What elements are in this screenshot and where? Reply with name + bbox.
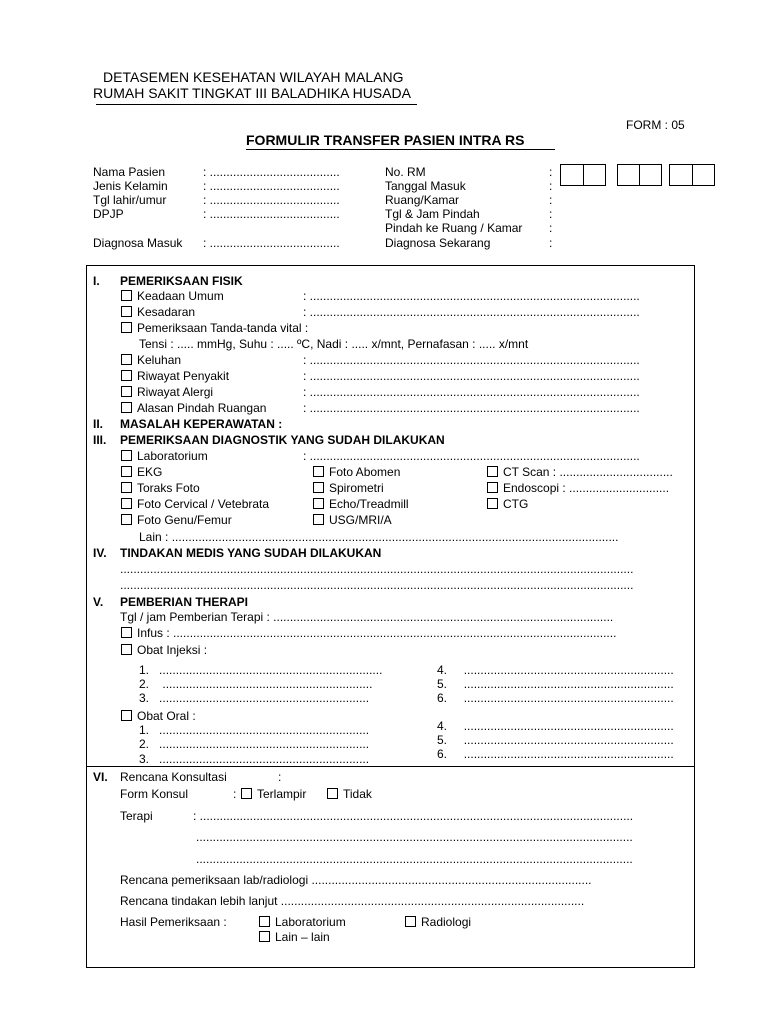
ekg-checkbox[interactable] bbox=[121, 466, 132, 477]
attached-option: Terlampir bbox=[241, 787, 306, 801]
other-diagnostic-field[interactable]: Lain : ...................................................................................................................................... bbox=[139, 530, 619, 544]
thorax-photo-item: Toraks Foto bbox=[121, 481, 200, 495]
spirometry-item: Spirometri bbox=[313, 481, 384, 495]
medical-action-line-1[interactable]: .......................................................................................................................................................... bbox=[120, 562, 634, 576]
section-5-title: PEMBERIAN THERAPI bbox=[120, 595, 249, 609]
injection-row-6[interactable]: 6. ............................................................... bbox=[437, 691, 674, 705]
therapy-line-1[interactable]: : .................................................................................................................................. bbox=[193, 809, 634, 823]
injection-item: Obat Injeksi : bbox=[121, 643, 207, 657]
disease-history-item: Riwayat Penyakit bbox=[121, 369, 229, 383]
consultation-plan-label: Rencana Konsultasi bbox=[120, 770, 227, 784]
oral-row-6[interactable]: 6. ............................................................... bbox=[437, 747, 674, 761]
allergy-history-field[interactable]: : ................................................................................................... bbox=[303, 385, 640, 399]
birthdate-label: Tgl lahir/umur bbox=[93, 193, 167, 207]
laboratory-checkbox[interactable] bbox=[121, 450, 132, 461]
vital-signs-field[interactable]: Tensi : ..... mmHg, Suhu : ..... ºC, Nadi : ..... x/mnt, Pernafasan : ..... x/mnt bbox=[139, 337, 529, 351]
oral-medicine-item: Obat Oral : bbox=[121, 709, 196, 723]
oral-row-3[interactable]: 3. ............................................................... bbox=[139, 752, 370, 766]
injection-row-4[interactable]: 4. ............................................................... bbox=[437, 663, 674, 677]
general-condition-checkbox[interactable] bbox=[121, 290, 132, 301]
ctg-item: CTG bbox=[487, 497, 528, 511]
gender-field[interactable]: : ....................................... bbox=[203, 179, 340, 193]
admission-diagnosis-field[interactable]: : ....................................... bbox=[203, 236, 340, 250]
room-label: Ruang/Kamar bbox=[385, 193, 460, 207]
admission-diagnosis-label: Diagnosa Masuk bbox=[93, 236, 183, 250]
injection-row-2[interactable]: 2. ............................................................... bbox=[139, 677, 373, 691]
genu-femur-photo-item: Foto Genu/Femur bbox=[121, 513, 232, 527]
lab-radiology-plan-field[interactable]: Rencana pemeriksaan lab/radiologi .................................................................................... bbox=[120, 873, 592, 887]
section-6-number: VI. bbox=[93, 770, 108, 784]
oral-row-1[interactable]: 1. ............................................................... bbox=[139, 723, 370, 737]
complaint-item: Keluhan bbox=[121, 353, 181, 367]
medical-record-label: No. RM bbox=[385, 165, 426, 179]
laboratory-field[interactable]: : ................................................................................................... bbox=[303, 449, 640, 463]
attached-checkbox[interactable] bbox=[241, 788, 252, 799]
endoscopy-checkbox[interactable] bbox=[487, 482, 498, 493]
birthdate-field[interactable]: : ....................................... bbox=[203, 193, 340, 207]
result-other-checkbox[interactable] bbox=[259, 931, 270, 942]
allergy-history-item: Riwayat Alergi bbox=[121, 385, 213, 399]
result-other-option: Lain – lain bbox=[259, 930, 330, 944]
vital-signs-checkbox[interactable] bbox=[121, 322, 132, 333]
complaint-field[interactable]: : ................................................................................................... bbox=[303, 353, 640, 367]
injection-row-1[interactable]: 1. ................................................................... bbox=[139, 663, 383, 677]
section-1-title: PEMERIKSAAN FISIK bbox=[120, 274, 243, 288]
thorax-photo-checkbox[interactable] bbox=[121, 482, 132, 493]
consciousness-field[interactable]: : ................................................................................................... bbox=[303, 305, 640, 319]
therapy-line-2[interactable]: ................................................................................................................................... bbox=[196, 830, 633, 844]
section-1-number: I. bbox=[93, 274, 100, 288]
consult-form-label: Form Konsul bbox=[120, 787, 189, 801]
not-attached-checkbox[interactable] bbox=[327, 788, 338, 799]
current-diagnosis-label: Diagnosa Sekarang bbox=[385, 236, 491, 250]
section-4-title: TINDAKAN MEDIS YANG SUDAH DILAKUKAN bbox=[120, 546, 382, 560]
result-radiology-option: Radiologi bbox=[405, 915, 471, 929]
not-attached-option: Tidak bbox=[327, 787, 372, 801]
infusion-item: Infus : ..................................................................................................................................... bbox=[121, 626, 616, 640]
consciousness-checkbox[interactable] bbox=[121, 306, 132, 317]
result-laboratory-option: Laboratorium bbox=[259, 915, 346, 929]
endoscopy-item: Endoscopi : .............................. bbox=[487, 481, 669, 495]
dpjp-label: DPJP bbox=[93, 207, 124, 221]
section-5-number: V. bbox=[93, 595, 104, 609]
therapy-time-field[interactable]: Tgl / jam Pemberian Terapi : ...................................................................................................... bbox=[120, 610, 614, 624]
injection-row-5[interactable]: 5. ............................................................... bbox=[437, 677, 674, 691]
transfer-reason-field[interactable]: : ................................................................................................... bbox=[303, 401, 640, 415]
room-colon: : bbox=[549, 193, 553, 207]
institution-line1: DETASEMEN KESEHATAN WILAYAH MALANG bbox=[103, 69, 404, 85]
echo-treadmill-checkbox[interactable] bbox=[313, 498, 324, 509]
rm-box-group-2[interactable] bbox=[617, 164, 662, 186]
ctg-checkbox[interactable] bbox=[487, 498, 498, 509]
transfer-room-colon: : bbox=[549, 221, 553, 235]
abdomen-photo-checkbox[interactable] bbox=[313, 466, 324, 477]
consult-form-colon: : bbox=[233, 787, 237, 801]
result-radiology-checkbox[interactable] bbox=[405, 916, 416, 927]
infusion-checkbox[interactable] bbox=[121, 627, 132, 638]
ct-scan-checkbox[interactable] bbox=[487, 466, 498, 477]
gender-label: Jenis Kelamin bbox=[93, 179, 168, 193]
transfer-reason-checkbox[interactable] bbox=[121, 402, 132, 413]
usg-mri-item: USG/MRI/A bbox=[313, 513, 392, 527]
medical-action-line-2[interactable]: .......................................................................................................................................................... bbox=[120, 578, 634, 592]
abdomen-photo-item: Foto Abomen bbox=[313, 465, 400, 479]
general-condition-item: Keadaan Umum bbox=[121, 289, 224, 303]
transfer-time-colon: : bbox=[549, 207, 553, 221]
general-condition-field[interactable]: : ................................................................................................... bbox=[303, 289, 640, 303]
transfer-room-label: Pindah ke Ruang / Kamar bbox=[385, 221, 523, 235]
cervical-photo-item: Foto Cervical / Vetebrata bbox=[121, 497, 269, 511]
section-4-number: IV. bbox=[93, 546, 107, 560]
therapy-label: Terapi bbox=[120, 809, 153, 823]
oral-row-2[interactable]: 2. ............................................................... bbox=[139, 737, 370, 751]
genu-femur-photo-checkbox[interactable] bbox=[121, 514, 132, 525]
complaint-checkbox[interactable] bbox=[121, 354, 132, 365]
allergy-history-checkbox[interactable] bbox=[121, 386, 132, 397]
oral-row-4[interactable]: 4. ............................................................... bbox=[437, 719, 674, 733]
oral-row-5[interactable]: 5. ............................................................... bbox=[437, 733, 674, 747]
section-divider bbox=[86, 766, 695, 767]
further-action-plan-field[interactable]: Rencana tindakan lebih lanjut ........................................................................................... bbox=[120, 894, 585, 908]
vital-signs-item: Pemeriksaan Tanda-tanda vital : bbox=[121, 321, 308, 335]
transfer-time-label: Tgl & Jam Pindah bbox=[385, 207, 480, 221]
disease-history-field[interactable]: : ................................................................................................... bbox=[303, 369, 640, 383]
cervical-photo-checkbox[interactable] bbox=[121, 498, 132, 509]
spirometry-checkbox[interactable] bbox=[313, 482, 324, 493]
rm-box-group-3[interactable] bbox=[669, 164, 715, 186]
injection-row-3[interactable]: 3. ............................................................... bbox=[139, 691, 370, 705]
laboratory-item: Laboratorium bbox=[121, 449, 208, 463]
rm-box-group-1[interactable] bbox=[560, 164, 606, 186]
title-underline bbox=[246, 149, 555, 150]
admission-date-colon: : bbox=[549, 179, 553, 193]
exam-results-label: Hasil Pemeriksaan : bbox=[120, 915, 227, 929]
injection-checkbox[interactable] bbox=[121, 644, 132, 655]
section-3-title: PEMERIKSAAN DIAGNOSTIK YANG SUDAH DILAKUKAN bbox=[120, 433, 445, 447]
dpjp-field[interactable]: : ....................................... bbox=[203, 207, 340, 221]
ct-scan-item: CT Scan : .................................. bbox=[487, 465, 673, 479]
ekg-item: EKG bbox=[121, 465, 162, 479]
header-underline bbox=[96, 104, 417, 105]
consciousness-item: Kesadaran bbox=[121, 305, 195, 319]
institution-line2: RUMAH SAKIT TINGKAT III BALADHIKA HUSADA bbox=[93, 85, 411, 101]
admission-date-label: Tanggal Masuk bbox=[385, 179, 466, 193]
therapy-line-3[interactable]: ................................................................................................................................... bbox=[196, 852, 633, 866]
consultation-plan-colon: : bbox=[278, 770, 282, 784]
patient-name-label: Nama Pasien bbox=[93, 165, 166, 179]
section-3-number: III. bbox=[93, 433, 107, 447]
medical-record-colon: : bbox=[549, 165, 553, 179]
transfer-reason-item: Alasan Pindah Ruangan bbox=[121, 401, 266, 415]
usg-mri-checkbox[interactable] bbox=[313, 514, 324, 525]
oral-medicine-checkbox[interactable] bbox=[121, 710, 132, 721]
disease-history-checkbox[interactable] bbox=[121, 370, 132, 381]
result-laboratory-checkbox[interactable] bbox=[259, 916, 270, 927]
current-diagnosis-colon: : bbox=[549, 236, 553, 250]
section-2-number: II. bbox=[93, 417, 104, 431]
patient-name-field[interactable]: : ....................................... bbox=[203, 165, 340, 179]
form-number: FORM : 05 bbox=[626, 118, 685, 132]
echo-treadmill-item: Echo/Treadmill bbox=[313, 497, 409, 511]
form-title: FORMULIR TRANSFER PASIEN INTRA RS bbox=[246, 132, 525, 148]
section-2-title: MASALAH KEPERAWATAN : bbox=[120, 417, 283, 431]
